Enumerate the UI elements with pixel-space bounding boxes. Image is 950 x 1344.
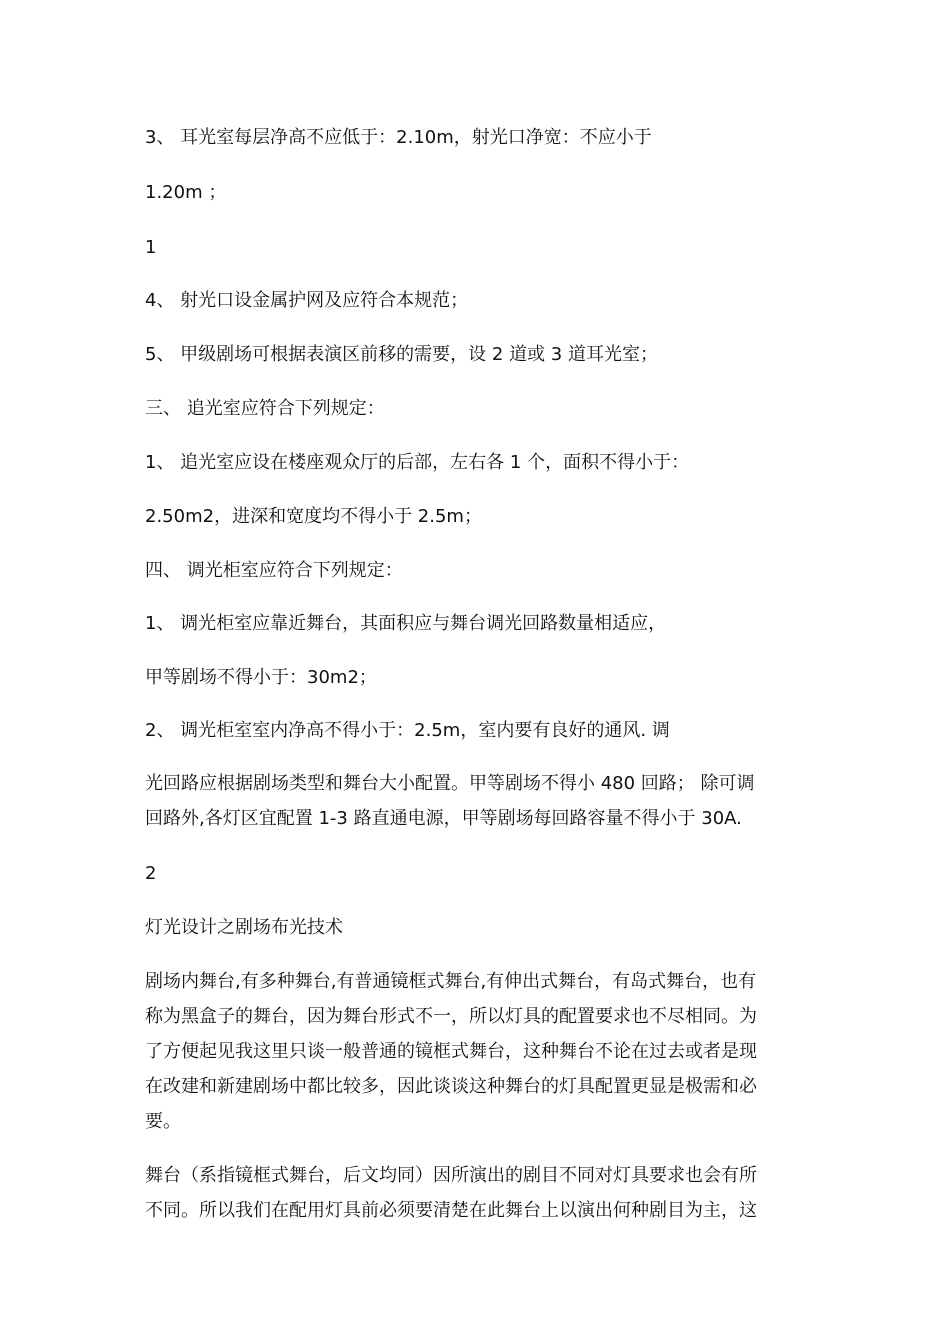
text-line: 甲等剧场不得小于：30m2； xyxy=(145,667,377,688)
section-title: 灯光设计之剧场布光技术 xyxy=(145,917,343,938)
text-line: 3、 耳光室每层净高不应低于：2.10m，射光口净宽：不应小于 xyxy=(145,127,652,148)
text-line: 1、 追光室应设在楼座观众厅的后部，左右各 1 个，面积不得小于： xyxy=(145,452,690,473)
paragraph-line: 要。 xyxy=(145,1111,181,1132)
text-line: 2.50m2，进深和宽度均不得小于 2.5m； xyxy=(145,506,482,527)
paragraph-line: 剧场内舞台,有多种舞台,有普通镜框式舞台,有伸出式舞台，有岛式舞台，也有 xyxy=(145,971,757,992)
paragraph-line: 了方便起见我这里只谈一般普通的镜框式舞台，这种舞台不论在过去或者是现 xyxy=(145,1041,757,1062)
section-heading: 四、 调光柜室应符合下列规定： xyxy=(145,560,403,581)
text-line: 5、 甲级剧场可根据表演区前移的需要，设 2 道或 3 道耳光室； xyxy=(145,344,658,365)
text-line: 1.20m ； xyxy=(145,182,227,203)
text-line: 2、 调光柜室室内净高不得小于：2.5m，室内要有良好的通风. 调 xyxy=(145,720,670,741)
page-number: 2 xyxy=(145,863,157,884)
text-line: 光回路应根据剧场类型和舞台大小配置。甲等剧场不得小 480 回路； 除可调 xyxy=(145,773,755,794)
paragraph-line: 称为黑盒子的舞台，因为舞台形式不一，所以灯具的配置要求也不尽相同。为 xyxy=(145,1006,757,1027)
section-heading: 三、 追光室应符合下列规定： xyxy=(145,398,385,419)
page-number: 1 xyxy=(145,237,157,258)
text-line: 4、 射光口设金属护网及应符合本规范； xyxy=(145,290,469,311)
text-line: 1、 调光柜室应靠近舞台，其面积应与舞台调光回路数量相适应， xyxy=(145,613,667,634)
text-line: 回路外,各灯区宜配置 1-3 路直通电源，甲等剧场每回路容量不得小于 30A. xyxy=(145,808,742,829)
paragraph-line: 舞台（系指镜框式舞台，后文均同）因所演出的剧目不同对灯具要求也会有所 xyxy=(145,1165,757,1186)
paragraph-line: 不同。所以我们在配用灯具前必须要清楚在此舞台上以演出何种剧目为主，这 xyxy=(145,1200,757,1221)
paragraph-line: 在改建和新建剧场中都比较多，因此谈谈这种舞台的灯具配置更显是极需和必 xyxy=(145,1076,757,1097)
